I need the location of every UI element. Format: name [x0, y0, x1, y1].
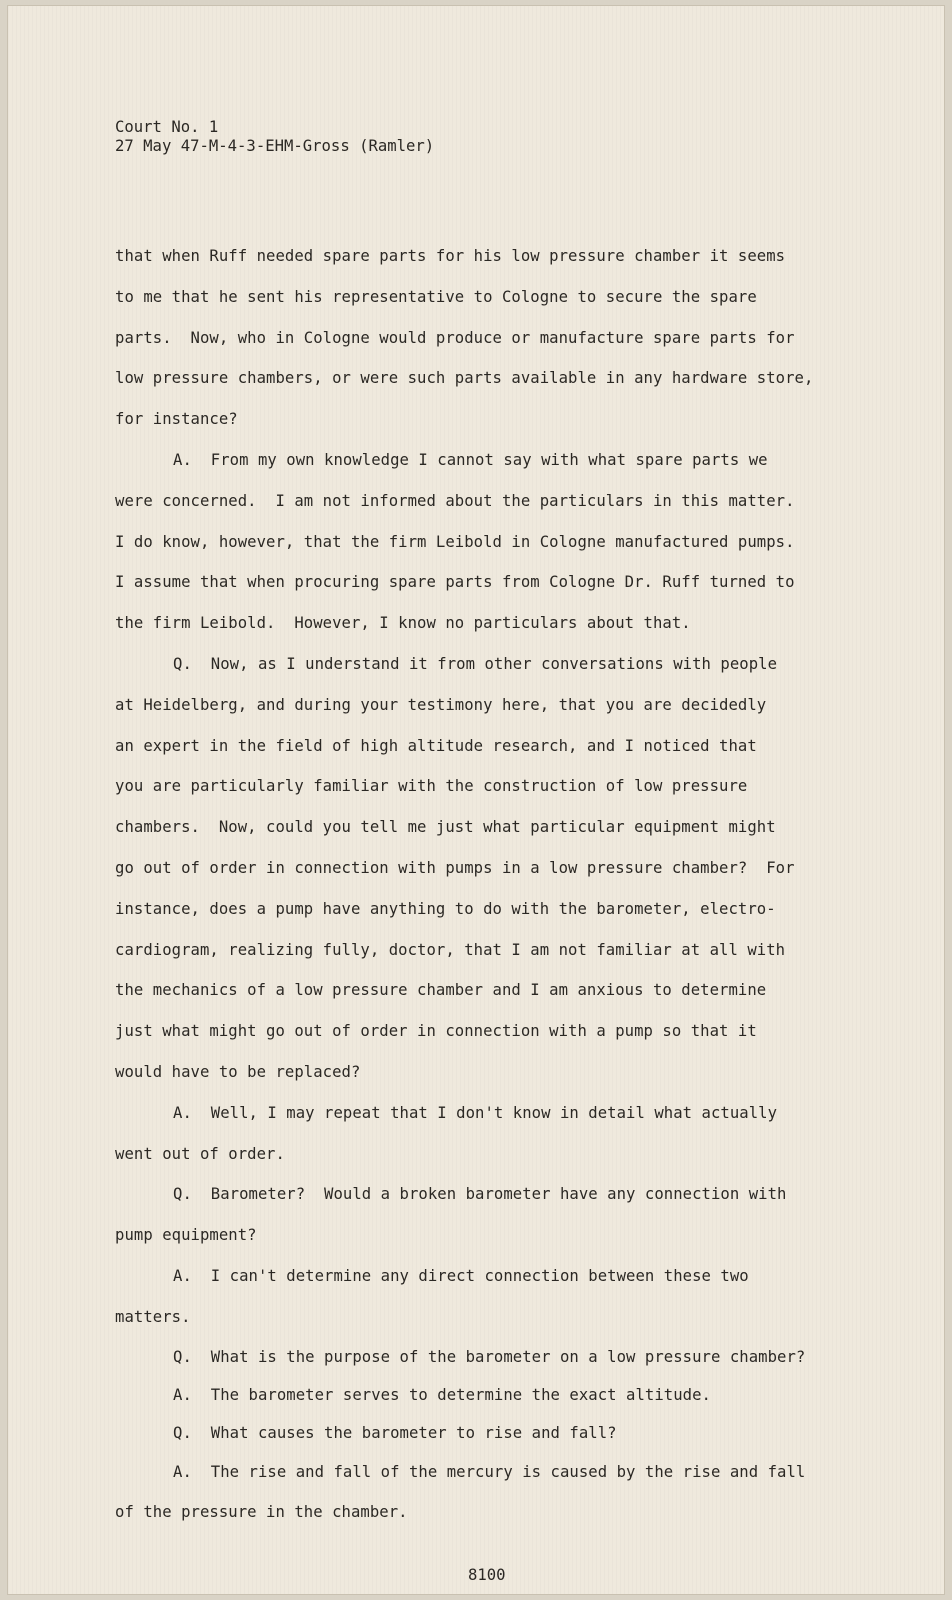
transcript-body: [115, 236, 885, 1533]
transcript-line: A. From my own knowledge I cannot say with what spare parts we: [173, 450, 768, 469]
transcript-line: for instance?: [115, 410, 238, 429]
transcript-line: the firm Leibold. However, I know no particulars about that.: [115, 614, 691, 633]
transcript-line: instance, does a pump have anything to do with the barometer, electro-: [115, 899, 776, 918]
transcript-line: A. I can't determine any direct connection between these two: [173, 1266, 749, 1285]
transcript-line: Q. What causes the barometer to rise and fall?: [173, 1423, 617, 1442]
transcript-line: that when Ruff needed spare parts for his low pressure chamber it seems: [115, 247, 786, 265]
transcript-line: Q. Now, as I understand it from other conversations with people: [173, 654, 778, 673]
transcript-line: pump equipment?: [115, 1226, 257, 1245]
transcript-line: at Heidelberg, and during your testimony here, that you are decidedly: [115, 695, 767, 714]
transcript-line: I assume that when procuring spare parts from Cologne Dr. Ruff turned to: [115, 573, 795, 592]
transcript-line: Q. What is the purpose of the barometer on a low pressure chamber?: [173, 1347, 806, 1366]
transcript-line: went out of order.: [115, 1144, 285, 1163]
transcript-line: parts. Now, who in Cologne would produce or manufacture spare parts for: [115, 328, 795, 347]
page-number: 8100: [468, 1566, 506, 1584]
transcript-line: an expert in the field of high altitude research, and I noticed that: [115, 736, 757, 755]
transcript-line: low pressure chambers, or were such parts available in any hardware store,: [115, 369, 814, 388]
document-page: [8, 6, 944, 1594]
transcript-line: matters.: [115, 1307, 191, 1326]
transcript-line: I do know, however, that the firm Leibold in Cologne manufactured pumps.: [115, 532, 795, 551]
transcript-line: cardiogram, realizing fully, doctor, that I am not familiar at all with: [115, 940, 786, 959]
transcript-line: A. The barometer serves to determine the exact altitude.: [173, 1385, 711, 1404]
transcript-line: go out of order in connection with pumps in a low pressure chamber? For: [115, 858, 795, 877]
session-reference: 27 May 47-M-4-3-EHM-Gross (Ramler): [115, 137, 435, 155]
court-number: Court No. 1: [115, 118, 219, 136]
transcript-line: of the pressure in the chamber.: [115, 1503, 408, 1522]
transcript-line: to me that he sent his representative to Cologne to secure the spare: [115, 287, 757, 306]
transcript-line: A. The rise and fall of the mercury is caused by the rise and fall: [173, 1462, 806, 1481]
transcript-line: just what might go out of order in connection with a pump so that it: [115, 1022, 757, 1041]
transcript-line: would have to be replaced?: [115, 1062, 361, 1081]
transcript-line: Q. Barometer? Would a broken barometer have any connection with: [173, 1185, 787, 1204]
transcript-line: you are particularly familiar with the construction of low pressure: [115, 777, 748, 796]
transcript-line: the mechanics of a low pressure chamber and I am anxious to determine: [115, 981, 767, 1000]
transcript-line: chambers. Now, could you tell me just what particular equipment might: [115, 818, 776, 837]
transcript-line: A. Well, I may repeat that I don't know in detail what actually: [173, 1103, 778, 1122]
transcript-line: were concerned. I am not informed about the particulars in this matter.: [115, 491, 795, 510]
document-header: [115, 118, 434, 156]
